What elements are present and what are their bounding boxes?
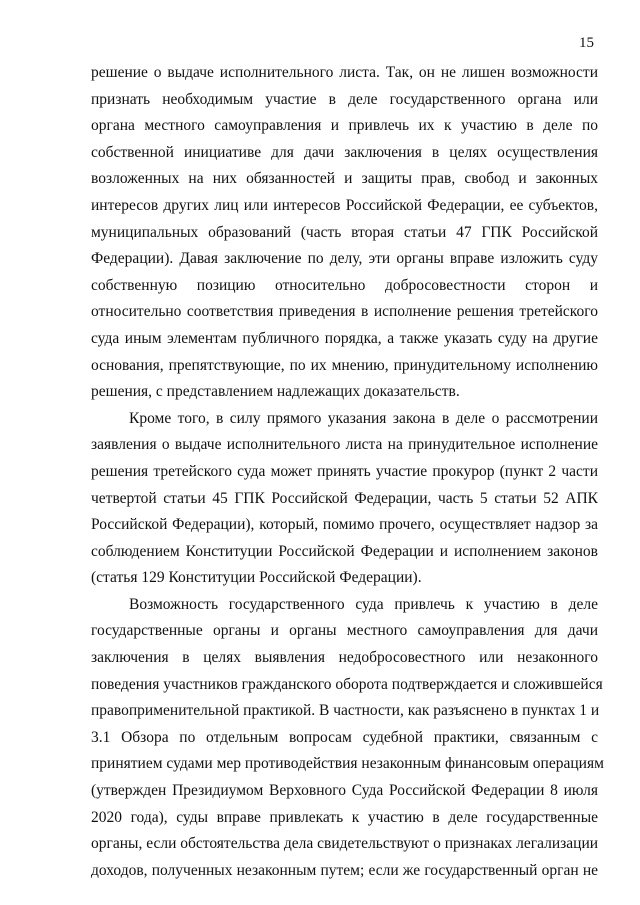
- text-line: государственные органы и органы местного самоуправления для дачи: [91, 622, 598, 640]
- text-line: заключения в целях выявления недобросовестного или незаконного: [91, 649, 598, 667]
- text-line: поведения участников гражданского оборота подтверждается и сложившейся: [91, 675, 603, 693]
- text-line: заявления о выдаче исполнительного листа на принудительное исполнение: [91, 436, 598, 454]
- text-line: муниципальных образований (часть вторая статьи 47 ГПК Российской: [91, 223, 598, 241]
- text-line: (утвержден Президиумом Верховного Суда Российской Федерации 8 июля: [91, 782, 598, 800]
- text-line: решение о выдаче исполнительного листа. Так, он не лишен возможности: [91, 64, 598, 81]
- text-line: 3.1 Обзора по отдельным вопросам судебной практики, связанным с: [91, 728, 598, 746]
- text-line: принятием судами мер противодействия незаконным финансовым операциям: [91, 755, 604, 773]
- paragraph: [91, 406, 598, 592]
- text-line: правоприменительной практикой. В частности, как разъяснено в пунктах 1 и: [91, 702, 600, 720]
- text-line: собственную позицию относительно добросовестности сторон и: [91, 276, 598, 294]
- text-line: (статья 129 Конституции Российской Федерации).: [91, 569, 422, 587]
- paragraph: [91, 592, 604, 885]
- text-line: органы, если обстоятельства дела свидетельствуют о признаках легализации: [91, 835, 599, 853]
- text-line: относительно соответствия приведения в исполнение решения третейского: [91, 303, 598, 321]
- paragraph: [91, 60, 598, 406]
- text-line: доходов, полученных незаконным путем; если же государственный орган не: [91, 861, 598, 879]
- text-line: суда иным элементам публичного порядка, а также указать суду на другие: [91, 329, 598, 347]
- text-line: решения, с представлением надлежащих доказательств.: [91, 383, 460, 401]
- document-body: [91, 60, 604, 884]
- text-line: 2020 года), суды вправе привлекать к участию в деле государственные: [91, 808, 598, 826]
- text-line: собственной инициативе для дачи заключения в целях осуществления: [91, 143, 598, 161]
- text-line: четвертой статьи 45 ГПК Российской Федерации, часть 5 статьи 52 АПК: [91, 489, 598, 507]
- text-line: интересов других лиц или интересов Российской Федерации, ее субъектов,: [91, 196, 598, 214]
- text-line: решения третейского суда может принять участие прокурор (пункт 2 части: [91, 462, 598, 480]
- text-line: Возможность государственного суда привлечь к участию в деле: [129, 595, 598, 613]
- text-line: Федерации). Давая заключение по делу, эти органы вправе изложить суду: [91, 250, 598, 268]
- text-line: основания, препятствующие, по их мнению, принудительному исполнению: [91, 356, 598, 374]
- page-number: 15: [579, 35, 594, 51]
- text-line: признать необходимым участие в деле государственного органа или: [91, 90, 598, 108]
- text-line: органа местного самоуправления и привлечь их к участию в деле по: [91, 117, 598, 135]
- text-line: возложенных на них обязанностей и защиты прав, свобод и законных: [91, 170, 598, 188]
- text-line: Российской Федерации), который, помимо прочего, осуществляет надзор за: [91, 516, 598, 534]
- text-line: Кроме того, в силу прямого указания закона в деле о рассмотрении: [129, 409, 598, 427]
- text-line: соблюдением Конституции Российской Федерации и исполнением законов: [91, 542, 598, 560]
